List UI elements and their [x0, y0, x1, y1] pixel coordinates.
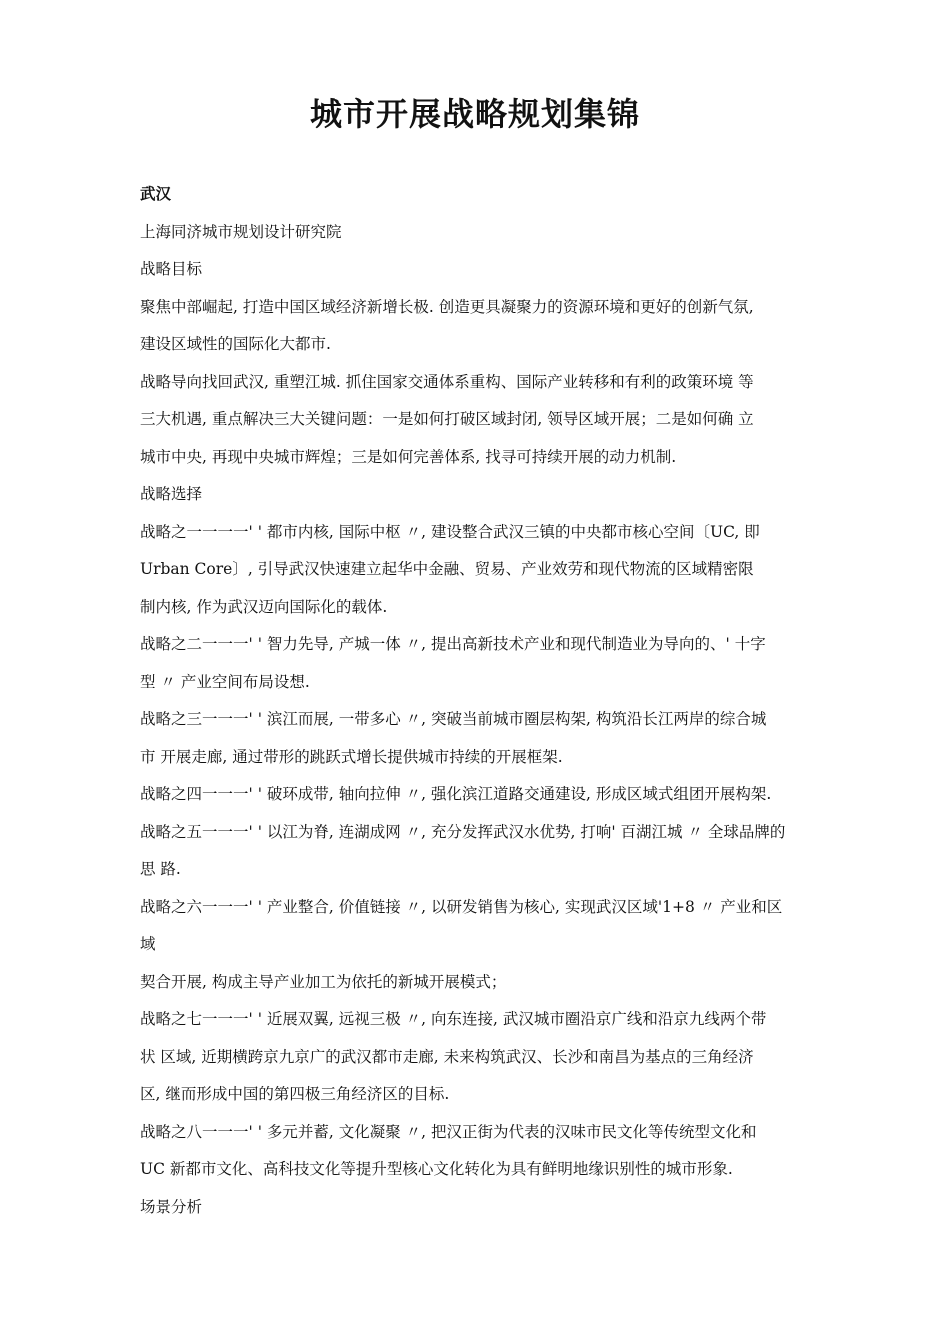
paragraph-line: 战略之五一一一' ' 以江为脊, 连湖成网 〃, 充分发挥武汉水优势, 打响' 百湖江城 〃 全球品牌的: [140, 822, 786, 841]
paragraph-line: 战略选择: [140, 485, 203, 503]
paragraph-line: 上海同济城市规划设计研究院: [140, 222, 342, 241]
paragraph-line: 聚焦中部崛起, 打造中国区域经济新增长极. 创造更具凝聚力的资源环境和更好的创新气氛,: [140, 297, 754, 316]
paragraph-line: 契合开展, 构成主导产业加工为依托的新城开展模式；: [140, 972, 507, 991]
paragraph-line: Urban Core〕, 引导武汉快速建立起华中金融、贸易、产业效劳和现代物流的区域精密限: [140, 560, 754, 578]
paragraph-line: UC 新都市文化、高科技文化等提升型核心文化转化为具有鲜明地缘识别性的城市形象.: [140, 1160, 733, 1178]
paragraph-line: 三大机遇, 重点解决三大关键问题：一是如何打破区域封闭, 领导区域开展；二是如何确 立: [140, 410, 754, 428]
paragraph-line: 城市中央, 再现中央城市辉煌；三是如何完善体系, 找寻可持续开展的动力机制.: [140, 447, 677, 466]
document-body: [140, 176, 830, 1226]
paragraph-line: 战略导向找回武汉, 重塑江城. 抓住国家交通体系重构、国际产业转移和有利的政策环境 等: [140, 372, 754, 391]
paragraph-line: 域: [140, 935, 156, 953]
paragraph-line: 市 开展走廊, 通过带形的跳跃式增长提供城市持续的开展框架.: [140, 747, 563, 766]
paragraph-line: 建设区域性的国际化大都市.: [140, 335, 331, 353]
paragraph-line: 战略之八一一一' ' 多元并蓄, 文化凝聚 〃, 把汉正街为代表的汉味市民文化等传统型文化和: [140, 1122, 757, 1141]
paragraph-line: 战略之七一一一' ' 近展双翼, 远视三极 〃, 向东连接, 武汉城市圈沿京广线和沿京九线两个带: [140, 1010, 767, 1028]
paragraph-line: 状 区域, 近期横跨京九京广的武汉都市走廊, 未来构筑武汉、长沙和南昌为基点的三角经济: [140, 1047, 754, 1066]
paragraph-line: 战略之六一一一' ' 产业整合, 价值链接 〃, 以研发销售为核心, 实现武汉区域'1+8 〃 产业和区: [140, 897, 783, 916]
paragraph-line: 场景分析: [140, 1197, 203, 1216]
paragraph-line: 战略之四一一一' ' 破环成带, 轴向拉伸 〃, 强化滨江道路交通建设, 形成区域式组团开展构架.: [140, 785, 772, 803]
document-title: 城市开展战略规划集锦: [309, 95, 640, 133]
paragraph-line: 战略目标: [140, 260, 203, 278]
paragraph-line: 战略之一一一一' ' 都市内核, 国际中枢 〃, 建设整合武汉三镇的中央都市核心空间〔UC, 即: [140, 522, 760, 541]
paragraph-line: 型 〃 产业空间布局设想.: [140, 672, 310, 691]
paragraph-line: 区, 继而形成中国的第四极三角经济区的目标.: [140, 1085, 450, 1103]
section-heading: 武汉: [140, 185, 172, 203]
paragraph-line: 战略之二一一一' ' 智力先导, 产城一体 〃, 提出高新技术产业和现代制造业为导向的、' 十字: [140, 635, 766, 653]
paragraph-line: 制内核, 作为武汉迈向国际化的载体.: [140, 597, 388, 616]
paragraph-line: 思 路.: [140, 860, 181, 878]
paragraph-line: 战略之三一一一' ' 滨江而展, 一带多心 〃, 突破当前城市圈层构架, 构筑沿长江两岸的综合城: [140, 710, 767, 728]
